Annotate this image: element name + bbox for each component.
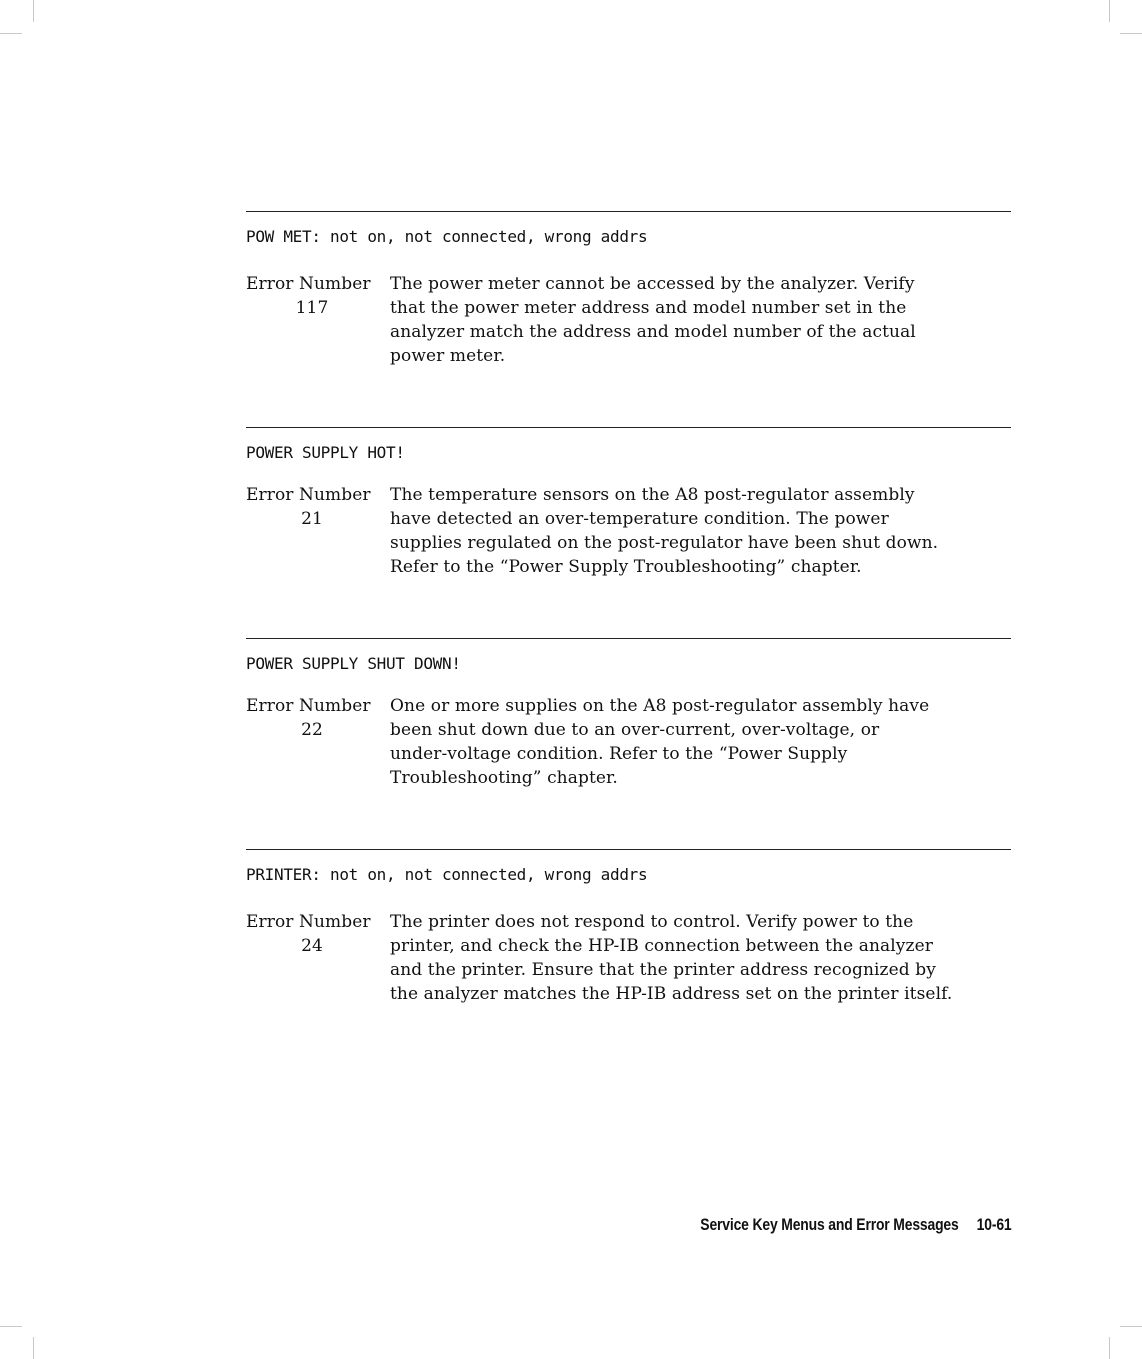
description-line: have detected an over-temperature condition. The power (390, 509, 889, 529)
error-entry-printer (246, 849, 1011, 1019)
crop-mark (0, 33, 22, 34)
description-line: and the printer. Ensure that the printer address recognized by (390, 960, 936, 980)
error-message-title: POWER SUPPLY SHUT DOWN! (246, 654, 461, 673)
error-message-title: POW MET: not on, not connected, wrong addrs (246, 227, 648, 246)
description-line: power meter. (390, 346, 506, 366)
error-message-title: PRINTER: not on, not connected, wrong addrs (246, 865, 648, 884)
description-line: supplies regulated on the post-regulator have been shut down. (390, 533, 939, 553)
error-entry-pow-met (246, 211, 1011, 381)
section-divider (246, 849, 1011, 850)
crop-mark (1120, 1326, 1142, 1327)
error-number-block (246, 910, 386, 958)
description-line: The printer does not respond to control. Verify power to the (390, 912, 914, 932)
error-number-value: 21 (301, 509, 323, 529)
crop-mark (33, 1337, 34, 1359)
error-number-label: Error Number (246, 696, 371, 716)
description-line: One or more supplies on the A8 post-regulator assembly have (390, 696, 930, 716)
error-message-title: POWER SUPPLY HOT! (246, 443, 405, 462)
error-number-value: 117 (295, 298, 329, 318)
error-number-label: Error Number (246, 274, 371, 294)
description-line: printer, and check the HP-IB connection between the analyzer (390, 936, 933, 956)
description-line: The temperature sensors on the A8 post-regulator assembly (390, 485, 915, 505)
description-line: The power meter cannot be accessed by the analyzer. Verify (390, 274, 915, 294)
error-number-block (246, 694, 386, 742)
error-description (390, 483, 1010, 579)
error-description (390, 694, 1010, 790)
error-entry-power-supply-hot (246, 427, 1011, 597)
error-entry-power-supply-shut-down (246, 638, 1011, 808)
page-footer (700, 1215, 1011, 1235)
crop-mark (33, 0, 34, 22)
error-description (390, 272, 1010, 368)
description-line: under-voltage condition. Refer to the “Power Supply (390, 744, 848, 764)
error-number-label: Error Number (246, 485, 371, 505)
description-line: been shut down due to an over-current, over-voltage, or (390, 720, 880, 740)
section-divider (246, 427, 1011, 428)
description-line: the analyzer matches the HP-IB address set on the printer itself. (390, 984, 953, 1004)
error-number-block (246, 483, 386, 531)
crop-mark (1120, 33, 1142, 34)
section-divider (246, 211, 1011, 212)
description-line: that the power meter address and model number set in the (390, 298, 907, 318)
error-number-value: 22 (301, 720, 323, 740)
description-line: analyzer match the address and model number of the actual (390, 322, 916, 342)
section-divider (246, 638, 1011, 639)
description-line: Troubleshooting” chapter. (390, 768, 618, 788)
error-description (390, 910, 1010, 1006)
crop-mark (1109, 1337, 1110, 1359)
error-number-block (246, 272, 386, 320)
error-number-value: 24 (301, 936, 323, 956)
crop-mark (0, 1326, 22, 1327)
error-number-label: Error Number (246, 912, 371, 932)
crop-mark (1109, 0, 1110, 22)
footer-chapter-title: Service Key Menus and Error Messages (699, 1215, 959, 1234)
description-line: Refer to the “Power Supply Troubleshooting” chapter. (390, 557, 862, 577)
footer-page-number: 10-61 (976, 1215, 1011, 1234)
